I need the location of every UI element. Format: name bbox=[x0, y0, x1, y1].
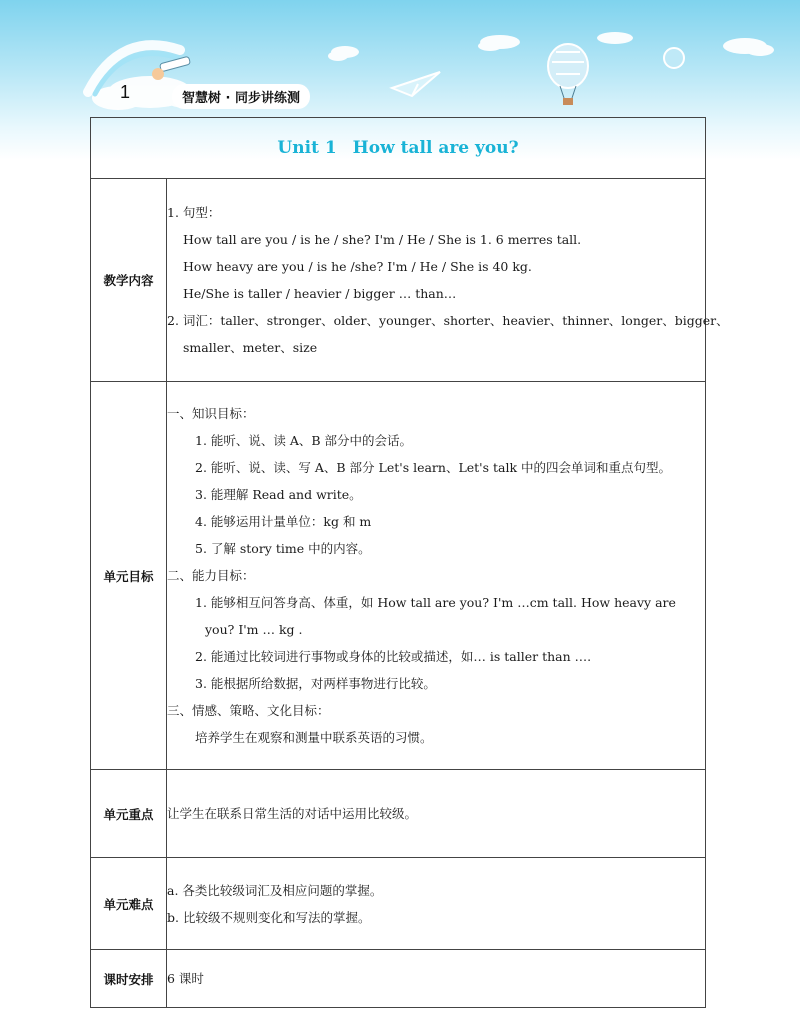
content-cell bbox=[167, 179, 729, 382]
content-line: 2. 词汇：taller、stronger、older、younger、shorter、heavier、thinner、longer、bigger、 bbox=[167, 313, 729, 328]
goal-line: 3. 能理解 Read and write。 bbox=[195, 487, 362, 502]
goal-heading: 二、能力目标： bbox=[167, 568, 255, 583]
goal-line: 4. 能够运用计量单位：kg 和 m bbox=[195, 514, 372, 529]
schedule-text: 6 课时 bbox=[167, 971, 204, 986]
telescope-icon bbox=[152, 56, 191, 80]
difficulty-line: a. 各类比较级词汇及相应问题的掌握。 bbox=[167, 882, 383, 898]
row-label-key-points: 单元重点 bbox=[91, 770, 167, 858]
row-label-goals: 单元目标 bbox=[91, 382, 167, 770]
unit-question: How tall are you? bbox=[352, 138, 519, 158]
goals-cell bbox=[167, 382, 706, 770]
goal-line: 培养学生在观察和测量中联系英语的习惯。 bbox=[195, 730, 433, 745]
key-points-row bbox=[91, 770, 706, 858]
difficulties-row bbox=[91, 858, 706, 950]
unit-name: Unit 1 bbox=[277, 138, 337, 158]
goal-line: 1. 能够相互问答身高、体重，如 How tall are you? I'm …cm tall. How heavy are bbox=[195, 595, 676, 610]
unit-title bbox=[91, 118, 706, 179]
goal-line: 5. 了解 story time 中的内容。 bbox=[195, 541, 371, 556]
difficulty-line: b. 比较级不规则变化和写法的掌握。 bbox=[167, 909, 371, 925]
goal-line: you? I'm … kg . bbox=[205, 622, 303, 637]
content-line: smaller、meter、size bbox=[183, 340, 318, 355]
content-line: He/She is taller / heavier / bigger … than… bbox=[183, 286, 457, 301]
series-title: 智慧树 · 同步讲练测 bbox=[172, 84, 310, 109]
content-row bbox=[91, 179, 706, 382]
key-points-text: 让学生在联系日常生活的对话中运用比较级。 bbox=[167, 806, 418, 821]
page-number: 1 bbox=[120, 82, 131, 102]
goals-row bbox=[91, 382, 706, 770]
goal-heading: 三、情感、策略、文化目标： bbox=[167, 703, 330, 718]
lesson-plan-table bbox=[90, 117, 729, 1008]
sun-icon bbox=[664, 48, 684, 68]
row-label-schedule: 课时安排 bbox=[91, 950, 167, 1008]
paper-plane-icon bbox=[392, 72, 440, 96]
row-label-difficulties: 单元难点 bbox=[91, 858, 167, 950]
row-label-content: 教学内容 bbox=[91, 179, 167, 382]
hot-air-balloon-icon bbox=[548, 44, 588, 105]
difficulties-cell bbox=[167, 858, 706, 950]
key-points-cell bbox=[167, 770, 706, 858]
content-line: 1. 句型： bbox=[167, 205, 221, 220]
goal-line: 2. 能通过比较词进行事物或身体的比较或描述，如… is taller than …. bbox=[195, 649, 592, 664]
goal-line: 1. 能听、说、读 A、B 部分中的会话。 bbox=[195, 433, 413, 448]
goal-line: 2. 能听、说、读、写 A、B 部分 Let's learn、Let's talk 中的四会单词和重点句型。 bbox=[195, 460, 672, 475]
goal-heading: 一、知识目标： bbox=[167, 406, 255, 421]
title-row bbox=[91, 118, 706, 179]
schedule-row bbox=[91, 950, 706, 1008]
schedule-cell bbox=[167, 950, 706, 1008]
content-line: How heavy are you / is he /she? I'm / He / She is 40 kg. bbox=[183, 259, 532, 274]
content-line: How tall are you / is he / she? I'm / He / She is 1. 6 merres tall. bbox=[183, 232, 582, 247]
goal-line: 3. 能根据所给数据，对两样事物进行比较。 bbox=[195, 676, 436, 691]
